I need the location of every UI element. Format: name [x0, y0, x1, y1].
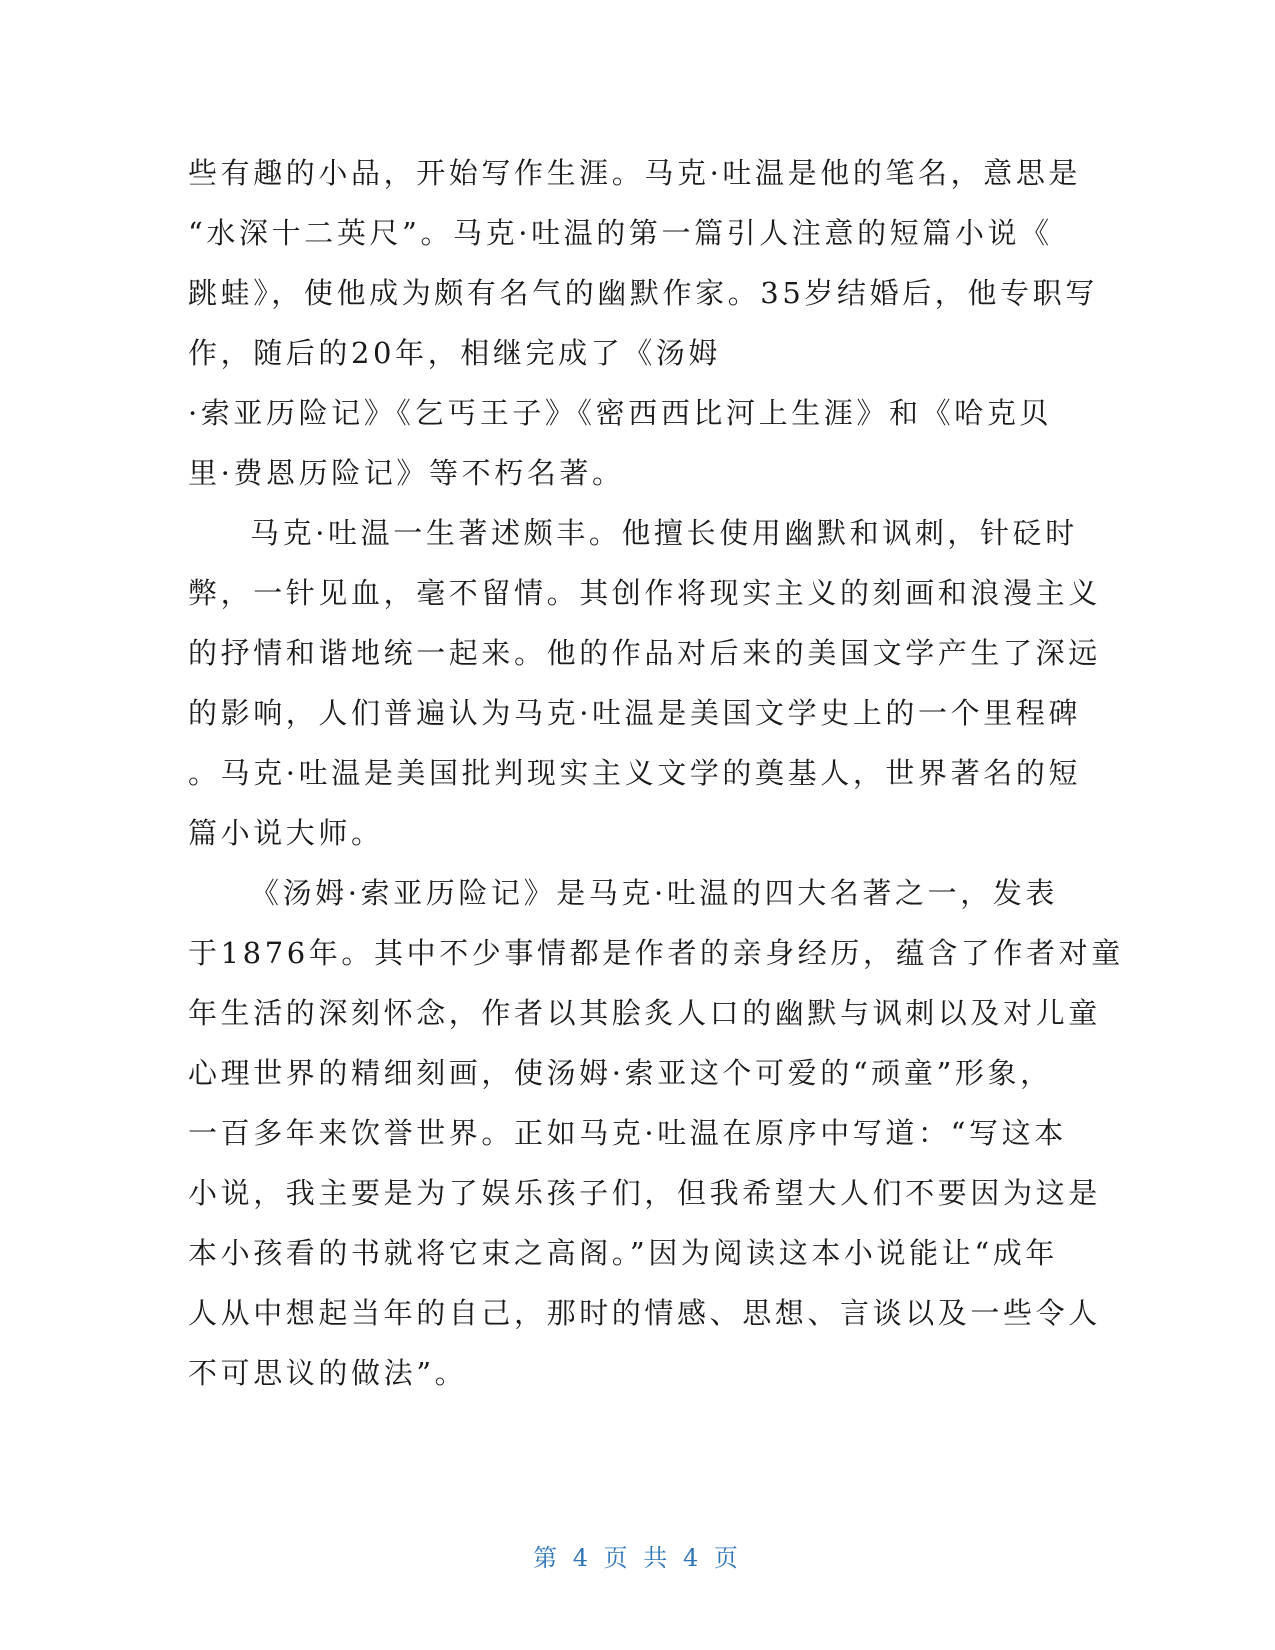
text-line: “水深十二英尺”。马克·吐温的第一篇引人注意的短篇小说《	[188, 216, 1053, 250]
text-line: 于1876年。其中不少事情都是作者的亲身经历，蕴含了作者对童	[188, 936, 1124, 970]
text-line: 小说，我主要是为了娱乐孩子们，但我希望大人们不要因为这是	[188, 1176, 1101, 1210]
text-line: 《汤姆·索亚历险记》是马克·吐温的四大名著之一，发表	[250, 876, 1059, 910]
text-line: 不可思议的做法”。	[188, 1356, 468, 1390]
paragraph-3	[188, 863, 1124, 1403]
text-line: 人从中想起当年的自己，那时的情感、思想、言谈以及一些令人	[188, 1296, 1101, 1330]
text-line: 里·费恩历险记》等不朽名著。	[188, 456, 625, 490]
text-line: 作，随后的20年，相继完成了《汤姆	[188, 336, 722, 370]
page-footer: 第 4 页 共 4 页	[533, 1544, 742, 1572]
text-line: 跳蛙》，使他成为颇有名气的幽默作家。35岁结婚后，他专职写	[188, 276, 1098, 310]
text-line: 一百多年来饮誉世界。正如马克·吐温在原序中写道：“写这本	[188, 1116, 1067, 1150]
text-line: ·索亚历险记》《乞丐王子》《密西西比河上生涯》和《哈克贝	[188, 396, 1053, 430]
text-line: 篇小说大师。	[188, 816, 384, 850]
paragraph-2	[188, 503, 1101, 863]
document-body	[188, 143, 1124, 1403]
text-line: 。马克·吐温是美国批判现实主义文学的奠基人，世界著名的短	[188, 756, 1082, 790]
text-line: 心理世界的精细刻画，使汤姆·索亚这个可爱的“顽童”形象，	[188, 1056, 1053, 1090]
paragraph-1	[188, 143, 1098, 503]
text-line: 年生活的深刻怀念，作者以其脍炙人口的幽默与讽刺以及对儿童	[188, 996, 1101, 1030]
text-line: 的影响，人们普遍认为马克·吐温是美国文学史上的一个里程碑	[188, 696, 1082, 730]
text-line: 的抒情和谐地统一起来。他的作品对后来的美国文学产生了深远	[188, 636, 1101, 670]
text-line: 些有趣的小品，开始写作生涯。马克·吐温是他的笔名，意思是	[188, 156, 1082, 190]
text-line: 马克·吐温一生著述颇丰。他擅长使用幽默和讽刺，针砭时	[250, 516, 1078, 550]
text-line: 本小孩看的书就将它束之高阁。”因为阅读这本小说能让“成年	[188, 1236, 1058, 1270]
text-line: 弊，一针见血，毫不留情。其创作将现实主义的刻画和浪漫主义	[188, 576, 1101, 610]
